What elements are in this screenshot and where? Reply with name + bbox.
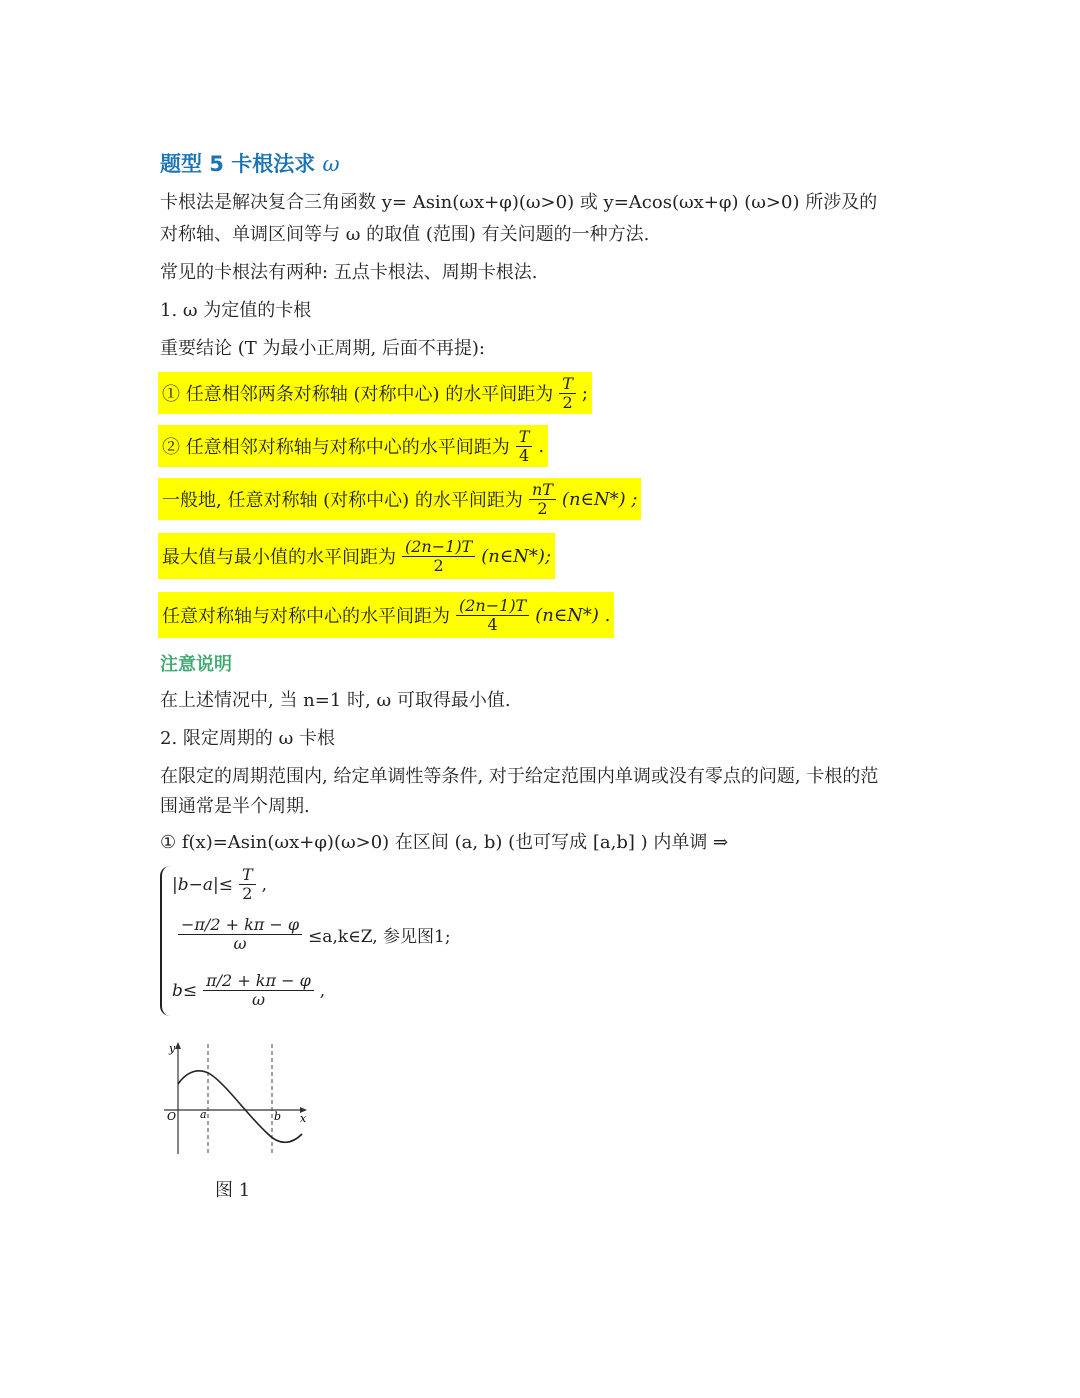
x-label: x (300, 1112, 307, 1125)
highlight-3-text: 一般地, 任意对称轴 (对称中心) 的水平间距为 (162, 490, 523, 511)
fraction (402, 538, 475, 575)
highlight-5-text: 任意对称轴与对称中心的水平间距为 (162, 606, 450, 627)
section2-para-line-2: 围通常是半个周期. (160, 796, 310, 817)
highlight-3 (158, 478, 641, 520)
highlight-5-tail: (n∈N*) . (535, 604, 611, 626)
conclusion-line: 重要结论 (T 为最小正周期, 后面不再提): (160, 338, 486, 359)
highlight-2-text: ② 任意相邻对称轴与对称中心的水平间距为 (162, 437, 510, 458)
highlight-3-tail: (n∈N*) ; (561, 488, 638, 510)
intro-line-2: 对称轴、单调区间等与 ω 的取值 (范围) 有关问题的一种方法. (160, 224, 650, 245)
fraction (239, 866, 256, 903)
fraction (178, 916, 302, 953)
fraction (516, 428, 533, 465)
system-line-1 (172, 866, 267, 903)
fraction-numerator: T (516, 428, 533, 447)
note-text: 在上述情况中, 当 n=1 时, ω 可取得最小值. (160, 690, 511, 711)
section1-heading: 1. ω 为定值的卡根 (160, 300, 312, 321)
fraction-denominator: 4 (487, 614, 498, 634)
fraction-denominator: 2 (433, 555, 444, 575)
fraction-denominator: ω (251, 990, 265, 1009)
highlight-2 (158, 425, 548, 467)
highlight-5 (158, 592, 614, 638)
fraction (203, 972, 314, 1009)
highlight-4-tail: (n∈N*); (481, 545, 552, 567)
fraction-numerator: π/2 + kπ − φ (203, 972, 314, 991)
item-1-statement: ① f(x)=Asin(ωx+φ)(ω>0) 在区间 (a, b) (也可写成 [a,b] ) 内单调 ⇒ (160, 832, 729, 853)
highlight-1 (158, 372, 592, 414)
fraction-numerator: nT (529, 481, 556, 500)
system-line-1-suffix: , (261, 874, 268, 895)
fraction (529, 481, 556, 518)
fraction-numerator: T (239, 866, 256, 885)
sine-graph (160, 1040, 310, 1158)
system-line-3-suffix: , (319, 980, 326, 1001)
fraction-numerator: T (559, 375, 576, 394)
origin-label: O (167, 1110, 177, 1123)
note-heading: 注意说明 (160, 654, 232, 675)
highlight-4 (158, 533, 555, 579)
section2-para-line-1: 在限定的周期范围内, 给定单调性等条件, 对于给定范围内单调或没有零点的问题, 卡根的范 (160, 766, 879, 787)
b-label: b (274, 1110, 282, 1123)
highlight-1-tail: ; (581, 382, 588, 404)
figure-1 (160, 1040, 310, 1158)
figure-caption: 图 1 (215, 1180, 251, 1201)
highlight-2-tail: . (538, 435, 545, 457)
highlight-4-text: 最大值与最小值的水平间距为 (162, 547, 396, 568)
fraction-numerator: (2n−1)T (456, 597, 529, 616)
fraction-denominator: ω (233, 934, 247, 953)
a-label: a (200, 1108, 207, 1121)
y-label: y (169, 1042, 176, 1055)
highlight-1-text: ① 任意相邻两条对称轴 (对称中心) 的水平间距为 (162, 384, 554, 405)
title-prefix: 题型 5 卡根法求 (160, 152, 316, 176)
section-title (160, 148, 340, 178)
fraction-denominator: 2 (562, 392, 573, 412)
fraction (559, 375, 576, 412)
inequality-system (160, 866, 480, 1024)
system-line-3 (172, 972, 325, 1009)
fraction-denominator: 4 (518, 445, 530, 465)
system-line-2-suffix: ≤a,k∈Z, 参见图1; (308, 927, 451, 947)
fraction-denominator: 2 (537, 498, 548, 518)
section2-heading: 2. 限定周期的 ω 卡根 (160, 728, 336, 749)
fraction-numerator: −π/2 + kπ − φ (178, 916, 302, 935)
system-line-3-prefix: b≤ (172, 980, 198, 1001)
title-omega: ω (322, 152, 340, 176)
fraction-denominator: 2 (242, 884, 253, 903)
intro-line-1: 卡根法是解决复合三角函数 y= Asin(ωx+φ)(ω>0) 或 y=Acos(ωx+φ) (ω>0) 所涉及的 (160, 192, 878, 213)
types-line: 常见的卡根法有两种: 五点卡根法、周期卡根法. (160, 262, 538, 283)
system-line-2 (172, 916, 451, 953)
fraction (456, 597, 529, 634)
system-line-1-prefix: |b−a|≤ (172, 874, 233, 895)
fraction-numerator: (2n−1)T (402, 538, 475, 557)
